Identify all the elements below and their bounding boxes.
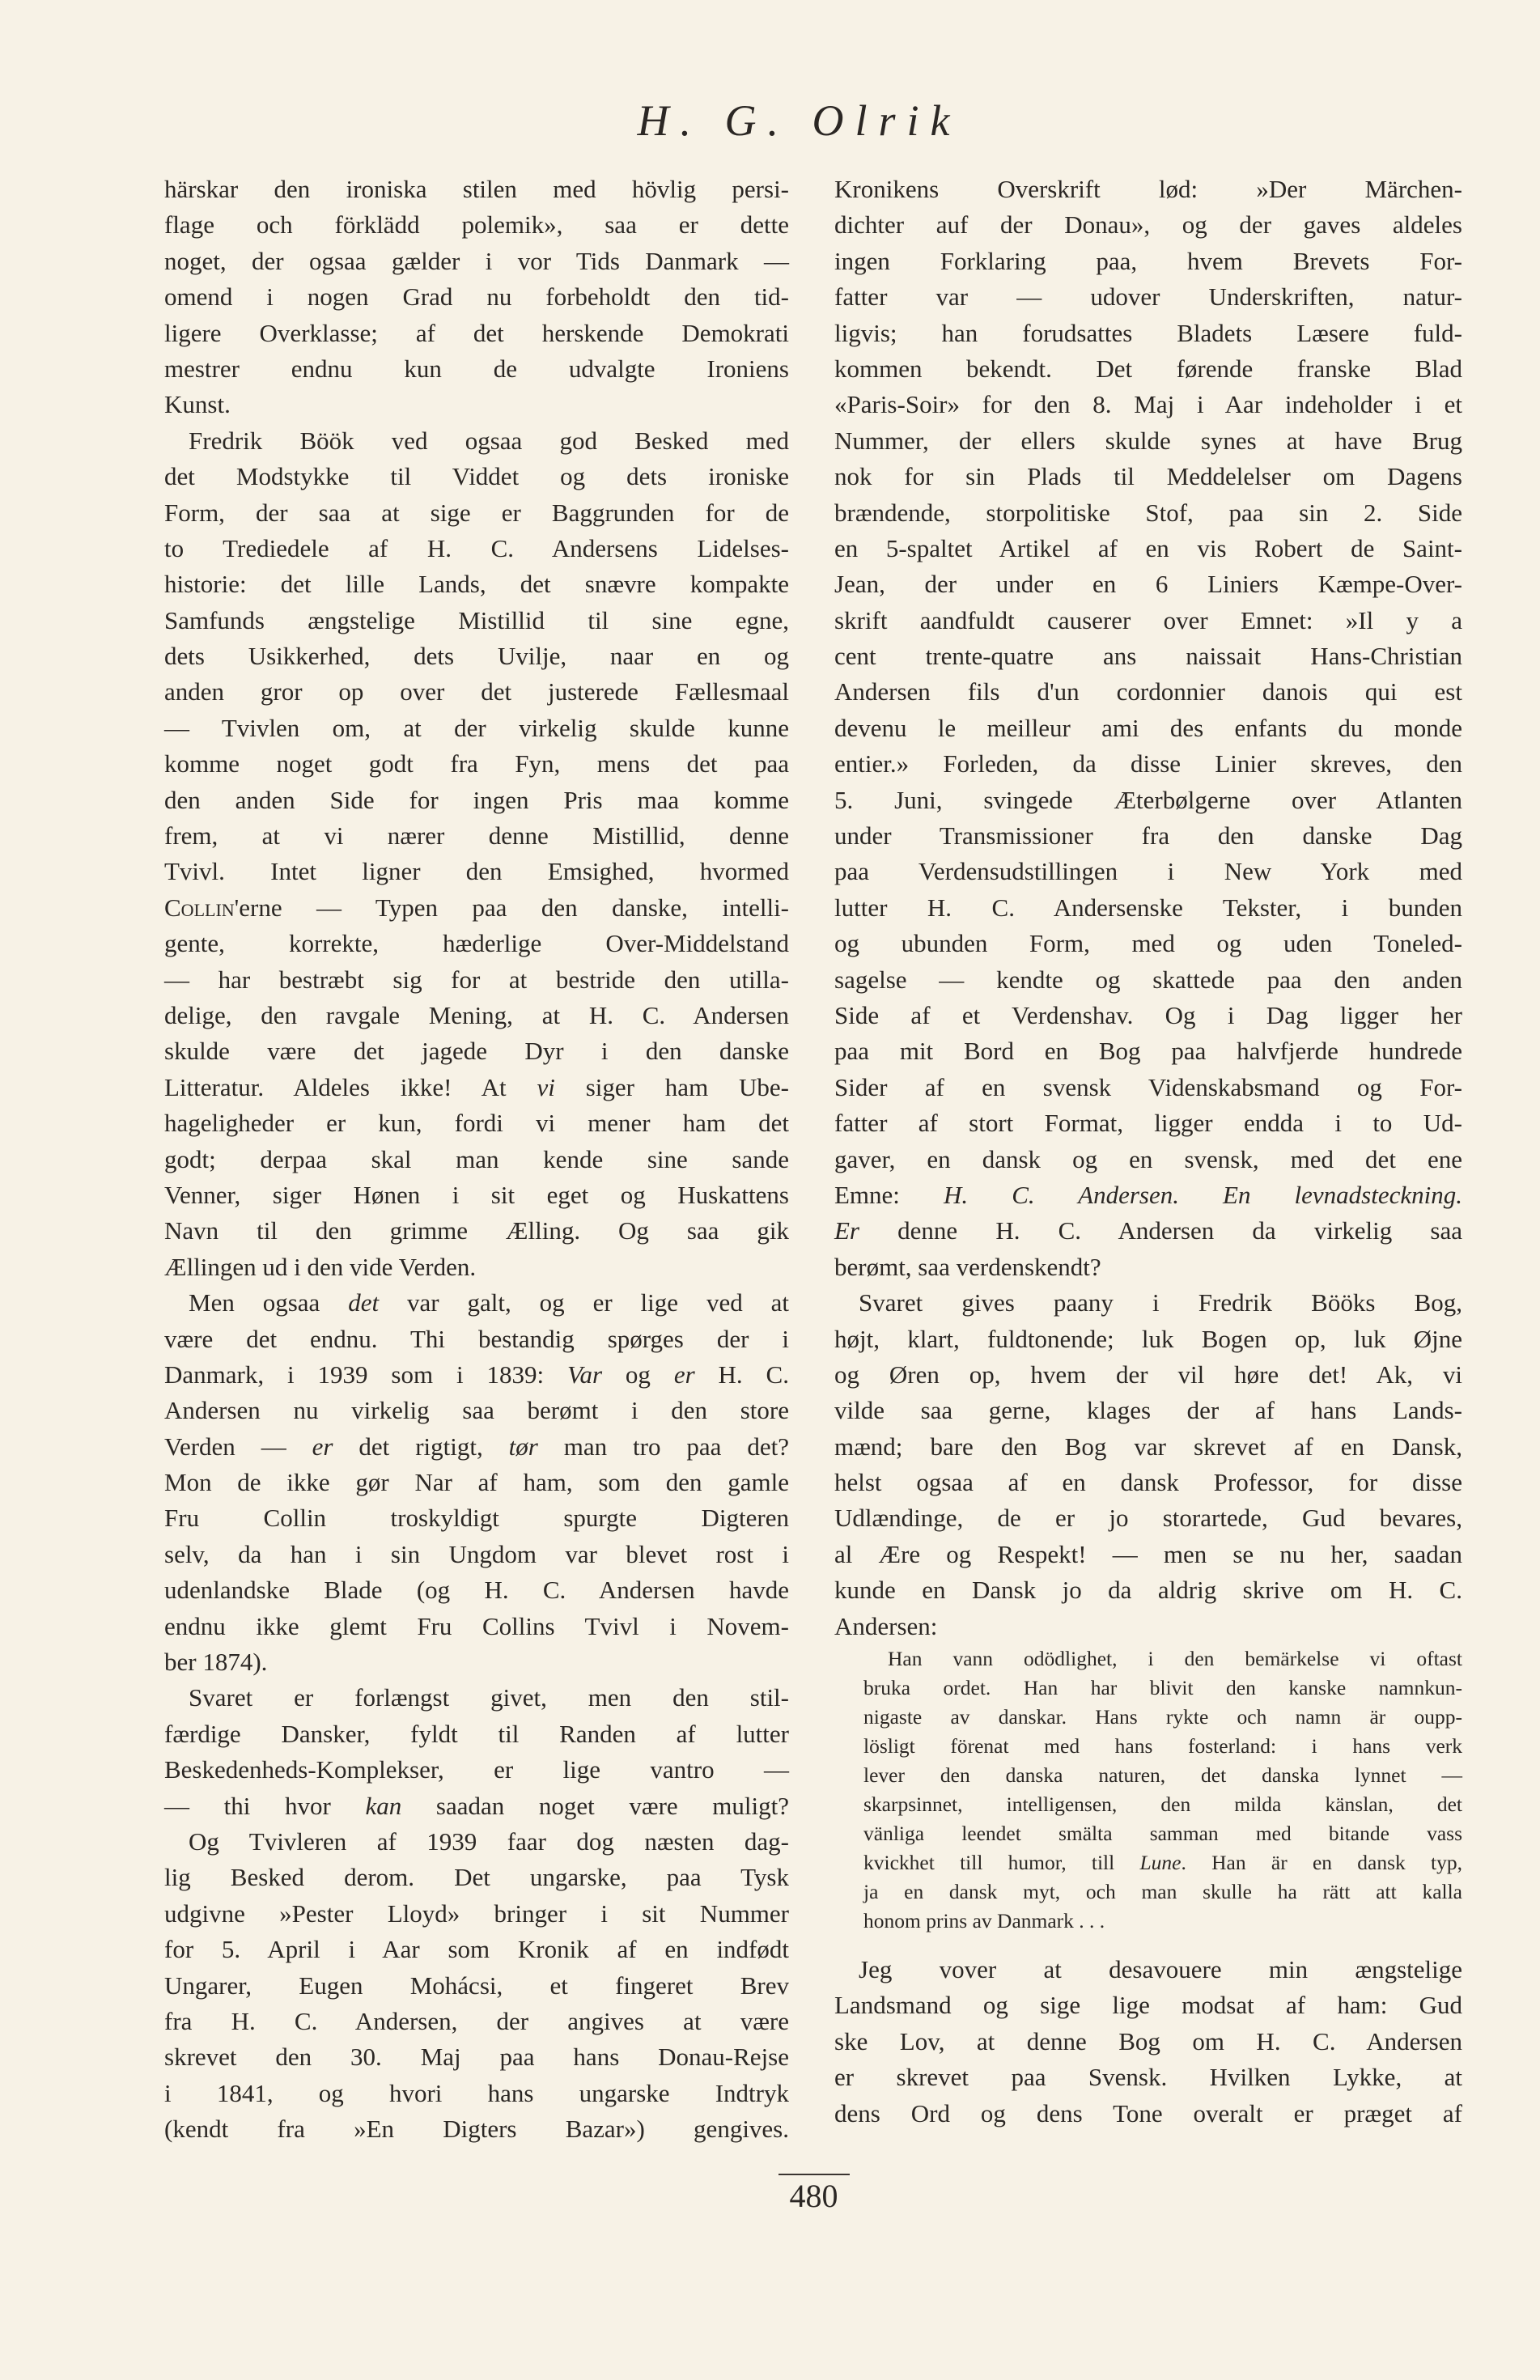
text-segment: lig Besked derom. Det ungarske, paa Tysk — [164, 1863, 789, 1892]
text-segment: Samfunds ængstelige Mistillid til sine egne, — [164, 605, 789, 634]
text-segment: Fredrik Böök ved ogsaa god Besked med — [189, 426, 789, 455]
text-segment: vänliga leendet smälta samman med bitande vass — [863, 1822, 1462, 1846]
text-line — [164, 1249, 789, 1285]
text-line — [834, 1429, 1462, 1465]
text-segment: Side af et Verdenshav. Og i Dag ligger her — [834, 1000, 1462, 1029]
text-line — [164, 998, 789, 1033]
text-line — [164, 207, 789, 243]
text-line — [164, 1070, 789, 1105]
text-segment: mestrer endnu kun de udvalgte Ironiens — [164, 354, 789, 383]
text-line — [164, 387, 789, 422]
text-segment: Svaret gives paany i Fredrik Bööks Bog, — [859, 1288, 1462, 1317]
text-line — [834, 1572, 1462, 1608]
text-line — [834, 531, 1462, 566]
text-segment: frem, at vi nærer denne Mistillid, denne — [164, 821, 789, 851]
text-line — [164, 1968, 789, 2004]
text-segment: og — [602, 1360, 674, 1389]
text-segment: Navn til den grimme Ælling. Og saa gik — [164, 1216, 789, 1245]
text-segment: Landsmand og sige lige modsat af ham: Gud — [834, 1991, 1462, 2020]
text-line — [834, 1105, 1462, 1141]
text-segment: det — [348, 1288, 380, 1317]
text-line — [834, 603, 1462, 638]
text-line — [164, 1644, 789, 1680]
text-line — [164, 926, 789, 961]
text-line — [834, 207, 1462, 243]
text-segment: komme noget godt fra Fyn, mens det paa — [164, 749, 789, 778]
text-line — [164, 2039, 789, 2075]
text-line — [164, 244, 789, 279]
text-segment: kvickhet till humor, till — [863, 1851, 1140, 1875]
text-segment: vilde saa gerne, klages der af hans Lands- — [834, 1396, 1462, 1425]
text-line — [164, 1716, 789, 1752]
text-line — [834, 244, 1462, 279]
text-segment: Sider af en svensk Videnskabsmand og For- — [834, 1072, 1462, 1101]
text-line — [863, 1644, 1462, 1674]
text-line — [164, 351, 789, 387]
text-line — [164, 1285, 789, 1321]
text-line — [834, 1357, 1462, 1393]
text-segment: flage och förklädd polemik», saa er dette — [164, 210, 789, 240]
text-segment: Var — [566, 1360, 603, 1389]
text-segment: Og Tvivleren af 1939 faar dog næsten dag- — [189, 1826, 789, 1856]
text-line — [834, 711, 1462, 746]
text-line — [164, 1322, 789, 1357]
text-line — [834, 566, 1462, 602]
text-segment: dets Usikkerhed, dets Uvilje, naar en og — [164, 642, 789, 671]
text-segment: var galt, og er lige ved at — [379, 1288, 789, 1317]
text-line — [834, 1988, 1462, 2023]
text-line — [164, 1429, 789, 1465]
text-segment: Danmark, i 1939 som i 1839: — [164, 1360, 567, 1389]
text-segment: Ællingen ud i den vide Verden. — [164, 1252, 477, 1281]
text-line — [164, 962, 789, 998]
text-segment: gaver, en dansk og en svensk, med det ene — [834, 1144, 1462, 1173]
text-line — [834, 2096, 1462, 2132]
text-segment: honom prins av Danmark . . . — [863, 1909, 1105, 1933]
text-line — [164, 1609, 789, 1644]
text-segment: al Ære og Respekt! — men se nu her, saadan — [834, 1539, 1462, 1568]
text-segment: anden gror op over det justerede Fællesmaal — [164, 677, 789, 706]
text-line — [834, 459, 1462, 494]
text-segment: (kendt fra »En Digters Bazar») gengives. — [164, 2115, 789, 2144]
text-segment: 5. Juni, svingede Æterbølgerne over Atlanten — [834, 785, 1462, 814]
text-line — [863, 1703, 1462, 1732]
text-segment: lösligt förenat med hans fosterland: i hans verk — [863, 1734, 1462, 1758]
text-segment: højt, klart, fuldtonende; luk Bogen op, luk Øjne — [834, 1324, 1462, 1353]
text-line — [164, 783, 789, 818]
text-line — [863, 1907, 1462, 1936]
text-line — [834, 783, 1462, 818]
text-line — [164, 638, 789, 674]
text-segment: cent trente-quatre ans naissait Hans-Christian — [834, 642, 1462, 671]
text-line — [164, 1357, 789, 1393]
text-segment: Beskedenheds-Komplekser, er lige vantro — — [164, 1755, 789, 1784]
text-segment: det Modstykke til Viddet og dets ironiske — [164, 462, 789, 491]
text-segment: Emne: — [834, 1180, 944, 1209]
text-segment: Nummer, der ellers skulde synes at have Brug — [834, 426, 1462, 455]
text-line — [164, 1393, 789, 1428]
text-segment: H. C. — [694, 1360, 789, 1389]
text-line — [834, 638, 1462, 674]
text-segment: godt; derpaa skal man kende sine sande — [164, 1144, 789, 1173]
text-line — [834, 926, 1462, 961]
text-segment: fra H. C. Andersen, der angives at være — [164, 2006, 789, 2035]
text-segment: er — [312, 1432, 333, 1461]
text-segment: for 5. April i Aar som Kronik af en indfødt — [164, 1935, 789, 1964]
text-segment: i 1841, og hvori hans ungarske Indtryk — [164, 2078, 789, 2107]
text-segment: bruka ordet. Han har blivit den kanske namnkun- — [863, 1676, 1462, 1700]
text-line — [164, 2076, 789, 2111]
text-line — [863, 1674, 1462, 1703]
text-segment: omend i nogen Grad nu forbeholdt den tid- — [164, 282, 789, 312]
page-number: 480 — [789, 2178, 838, 2214]
text-line — [164, 1105, 789, 1141]
text-segment: H. C. Andersen. En levnadsteckning. — [944, 1180, 1462, 1209]
text-line — [164, 2004, 789, 2039]
text-line — [164, 1752, 789, 1788]
text-segment: Jeg vover at desavouere min ængstelige — [859, 1955, 1462, 1984]
text-line — [834, 2024, 1462, 2060]
text-segment: fatter var — udover Underskriften, natur- — [834, 282, 1462, 312]
text-segment: saadan noget være muligt? — [401, 1791, 789, 1820]
text-segment: kunde en Dansk jo da aldrig skrive om H. C. — [834, 1576, 1462, 1605]
text-segment: og ubunden Form, med og uden Toneled- — [834, 929, 1462, 958]
text-segment: gente, korrekte, hæderlige Over-Middelstand — [164, 929, 789, 958]
text-line — [834, 890, 1462, 926]
text-line — [834, 1322, 1462, 1357]
text-line — [164, 818, 789, 854]
text-line — [164, 2111, 789, 2147]
text-line — [164, 890, 789, 926]
text-line — [834, 387, 1462, 422]
text-line — [834, 172, 1462, 207]
text-segment: Venner, siger Hønen i sit eget og Huskattens — [164, 1180, 789, 1209]
text-segment: Men ogsaa — [189, 1288, 349, 1317]
text-line — [164, 1465, 789, 1500]
text-segment: — Tvivlen om, at der virkelig skulde kunne — [164, 713, 789, 742]
text-line — [834, 674, 1462, 710]
text-line — [863, 1790, 1462, 1819]
text-segment: Mon de ikke gør Nar af ham, som den gamle — [164, 1468, 789, 1497]
text-line — [164, 1860, 789, 1895]
text-segment: Jean, der under en 6 Liniers Kæmpe-Over- — [834, 570, 1462, 599]
text-segment: mænd; bare den Bog var skrevet af en Dansk, — [834, 1432, 1462, 1461]
text-segment: en 5-spaltet Artikel af en vis Robert de Saint- — [834, 533, 1462, 562]
text-line — [164, 1896, 789, 1932]
text-segment: lutter H. C. Andersenske Tekster, i bunden — [834, 893, 1462, 922]
text-segment: man tro paa det? — [537, 1432, 789, 1461]
text-line — [834, 1213, 1462, 1249]
text-segment: ske Lov, at denne Bog om H. C. Andersen — [834, 2026, 1462, 2055]
text-segment: være det endnu. Thi bestandig spørges der i — [164, 1324, 789, 1353]
text-line — [834, 1249, 1462, 1285]
text-line — [164, 746, 789, 782]
text-line — [164, 674, 789, 710]
text-segment: härskar den ironiska stilen med hövlig persi- — [164, 175, 789, 203]
text-line — [164, 854, 789, 889]
text-segment: udgivne »Pester Lloyd» bringer i sit Nummer — [164, 1898, 789, 1928]
text-line — [863, 1761, 1462, 1790]
text-segment: og Øren op, hvem der vil høre det! Ak, vi — [834, 1360, 1462, 1389]
text-line — [834, 746, 1462, 782]
text-segment: Lune — [1139, 1851, 1182, 1875]
text-line — [834, 495, 1462, 531]
text-segment: ja en dansk myt, och man skulle ha rätt att kalla — [863, 1880, 1462, 1904]
text-line — [164, 1824, 789, 1860]
text-segment: skrift aandfuldt causerer over Emnet: »Il y a — [834, 605, 1462, 634]
text-line — [164, 172, 789, 207]
right-column — [834, 172, 1462, 2132]
text-line — [164, 279, 789, 315]
text-segment: Er — [834, 1216, 859, 1245]
right-column-text-continued — [834, 1952, 1462, 2132]
text-segment: under Transmissioner fra den danske Dag — [834, 821, 1462, 851]
text-line — [164, 459, 789, 494]
left-column — [164, 172, 789, 2147]
text-line — [164, 1033, 789, 1069]
text-segment: nigaste av danskar. Hans rykte och namn är oupp- — [863, 1705, 1462, 1729]
text-segment: kommen bekendt. Det førende franske Blad — [834, 354, 1462, 383]
text-line — [164, 1537, 789, 1572]
text-line — [834, 1952, 1462, 1988]
text-segment: Form, der saa at sige er Baggrunden for de — [164, 498, 789, 527]
text-line — [834, 1070, 1462, 1105]
text-line — [834, 854, 1462, 889]
text-segment: Andersen nu virkelig saa berømt i den store — [164, 1396, 789, 1425]
text-line — [834, 818, 1462, 854]
text-segment: denne H. C. Andersen da virkelig saa — [859, 1216, 1462, 1245]
text-segment: noget, der ogsaa gælder i vor Tids Danmark — — [164, 246, 789, 275]
text-line — [164, 316, 789, 351]
right-column-text — [834, 172, 1462, 1644]
text-segment: Han vann odödlighet, i den bemärkelse vi oftast — [888, 1647, 1462, 1671]
text-segment: 'erne — Typen paa den danske, intelli- — [234, 893, 789, 922]
text-line — [834, 1033, 1462, 1069]
text-line — [834, 1142, 1462, 1177]
text-segment: entier.» Forleden, da disse Linier skreves, den — [834, 749, 1462, 778]
text-segment: Fru Collin troskyldigt spurgte Digteren — [164, 1504, 789, 1533]
text-segment: Andersen fils d'un cordonnier danois qui est — [834, 677, 1462, 706]
text-line — [164, 1213, 789, 1249]
text-line — [834, 1609, 1462, 1644]
text-line — [834, 351, 1462, 387]
text-segment: historie: det lille Lands, det snævre kompakte — [164, 570, 789, 599]
text-segment: vi — [537, 1072, 555, 1101]
text-line — [164, 566, 789, 602]
text-segment: kan — [365, 1791, 402, 1820]
text-segment: devenu le meilleur ami des enfants du monde — [834, 713, 1462, 742]
text-line — [863, 1732, 1462, 1761]
text-line — [164, 1680, 789, 1716]
text-line — [164, 1932, 789, 1967]
text-segment: Tvivl. Intet ligner den Emsighed, hvormed — [164, 857, 789, 886]
page-number-rule — [778, 2174, 850, 2175]
text-segment: skulde være det jagede Dyr i den danske — [164, 1037, 789, 1066]
text-segment: udenlandske Blade (og H. C. Andersen havde — [164, 1576, 789, 1605]
running-title: H. G. Olrik — [637, 96, 961, 145]
text-segment: Verden — — [164, 1432, 312, 1461]
text-segment: Kunst. — [164, 390, 231, 419]
text-segment: . Han är en dansk typ, — [1181, 1851, 1462, 1875]
text-segment: Andersen: — [834, 1611, 938, 1640]
text-segment: nok for sin Plads til Meddelelser om Dagens — [834, 462, 1462, 491]
text-line — [164, 1142, 789, 1177]
text-line — [863, 1877, 1462, 1907]
text-segment: Litteratur. Aldeles ikke! At — [164, 1072, 537, 1101]
text-line — [164, 1177, 789, 1213]
text-segment: helst ogsaa af en dansk Professor, for disse — [834, 1468, 1462, 1497]
text-line — [164, 1788, 789, 1824]
text-segment: fatter af stort Format, ligger endda i to Ud- — [834, 1109, 1462, 1138]
text-segment: er — [673, 1360, 695, 1389]
text-segment: færdige Dansker, fyldt til Randen af lutter — [164, 1719, 789, 1748]
text-segment: paa Verdensudstillingen i New York med — [834, 857, 1462, 886]
text-segment: berømt, saa verdenskendt? — [834, 1252, 1101, 1281]
text-segment: endnu ikke glemt Fru Collins Tvivl i Novem- — [164, 1611, 789, 1640]
text-segment: Kronikens Overskrift lød: »Der Märchen- — [834, 175, 1462, 203]
text-segment: er skrevet paa Svensk. Hvilken Lykke, at — [834, 2063, 1462, 2092]
text-line — [834, 998, 1462, 1033]
text-segment: ber 1874). — [164, 1648, 268, 1677]
text-segment: — thi hvor — [164, 1791, 366, 1820]
text-line — [164, 531, 789, 566]
text-segment: selv, da han i sin Ungdom var blevet rost i — [164, 1539, 789, 1568]
text-line — [164, 495, 789, 531]
text-line — [164, 603, 789, 638]
text-line — [834, 1177, 1462, 1213]
text-segment: Ungarer, Eugen Mohácsi, et fingeret Brev — [164, 1971, 789, 2000]
text-line — [834, 962, 1462, 998]
text-segment: dens Ord og dens Tone overalt er præget af — [834, 2098, 1462, 2128]
text-segment: sagelse — kendte og skattede paa den anden — [834, 965, 1462, 994]
text-segment: siger ham Ube- — [554, 1072, 789, 1101]
text-line — [834, 316, 1462, 351]
text-segment: to Trediedele af H. C. Andersens Lidelses- — [164, 533, 789, 562]
text-line — [834, 1500, 1462, 1536]
text-segment: ingen Forklaring paa, hvem Brevets For- — [834, 246, 1462, 275]
text-line — [164, 1572, 789, 1608]
text-segment: den anden Side for ingen Pris maa komme — [164, 785, 789, 814]
block-quote — [863, 1644, 1462, 1936]
text-line — [834, 1537, 1462, 1572]
text-segment: lever den danska naturen, det danska lynnet — — [863, 1763, 1462, 1788]
text-line — [164, 423, 789, 459]
text-segment: ligvis; han forudsattes Bladets Læsere fuld- — [834, 318, 1462, 347]
text-segment: dichter auf der Donau», og der gaves aldeles — [834, 210, 1462, 240]
text-line — [834, 1285, 1462, 1321]
text-segment: paa mit Bord en Bog paa halvfjerde hundrede — [834, 1037, 1462, 1066]
text-segment: skrevet den 30. Maj paa hans Donau-Rejse — [164, 2043, 789, 2072]
text-segment: skarpsinnet, intelligensen, den milda känslan, det — [863, 1792, 1462, 1817]
text-segment: brændende, storpolitiske Stof, paa sin 2. Side — [834, 498, 1462, 527]
text-segment: Svaret er forlængst givet, men den stil- — [189, 1683, 789, 1712]
text-line — [834, 423, 1462, 459]
text-line — [863, 1819, 1462, 1848]
text-line — [164, 1500, 789, 1536]
text-segment: ligere Overklasse; af det herskende Demokrati — [164, 318, 789, 347]
text-line — [863, 1848, 1462, 1877]
text-segment: det rigtigt, — [333, 1432, 509, 1461]
text-segment: hageligheder er kun, fordi vi mener ham det — [164, 1109, 789, 1138]
text-line — [834, 1393, 1462, 1428]
text-segment: tør — [508, 1432, 538, 1461]
text-line — [834, 2060, 1462, 2095]
text-segment: Udlændinge, de er jo storartede, Gud bevares, — [834, 1504, 1462, 1533]
text-segment: Collin — [164, 893, 235, 922]
text-segment: delige, den ravgale Mening, at H. C. Andersen — [164, 1000, 789, 1029]
text-segment: «Paris-Soir» for den 8. Maj i Aar indeholder i et — [834, 390, 1462, 419]
text-line — [164, 711, 789, 746]
text-line — [834, 1465, 1462, 1500]
text-line — [834, 279, 1462, 315]
text-segment: — har bestræbt sig for at bestride den utilla- — [164, 965, 789, 994]
